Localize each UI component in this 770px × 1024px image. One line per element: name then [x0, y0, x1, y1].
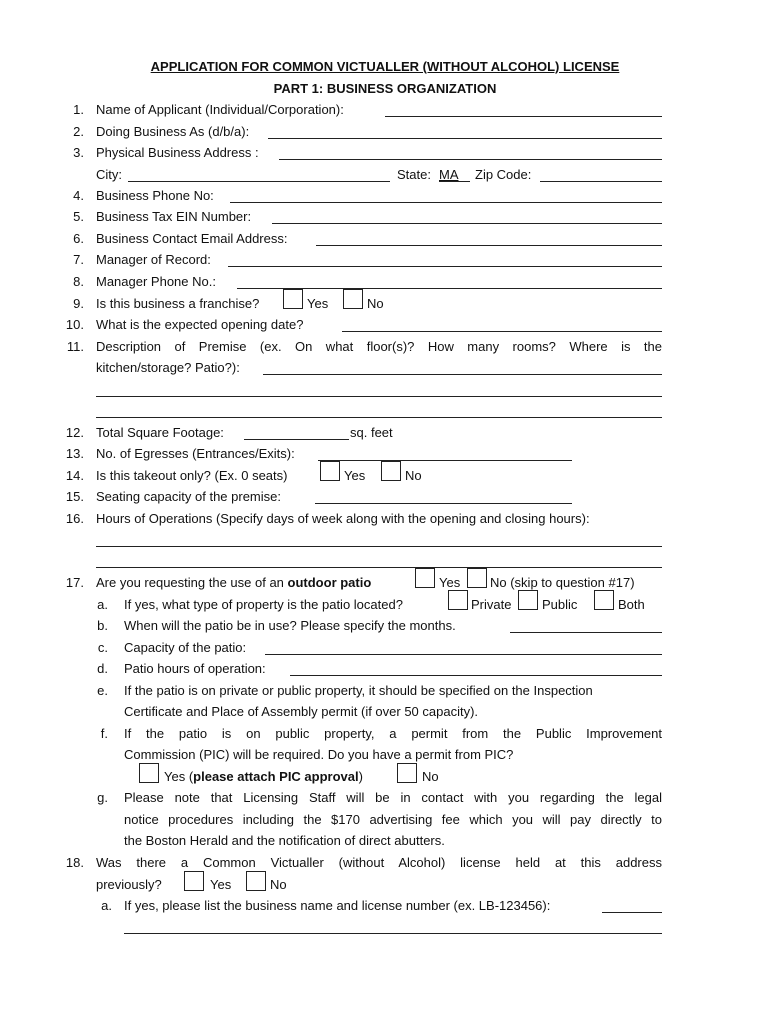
- q6-number: 6.: [73, 231, 84, 246]
- q17a-private-checkbox[interactable]: [448, 590, 468, 610]
- q5-number: 5.: [73, 209, 84, 224]
- q14-label: Is this takeout only? (Ex. 0 seats): [96, 468, 288, 483]
- q3-number: 3.: [73, 145, 84, 160]
- q17g-letter: g.: [97, 790, 108, 805]
- q2-number: 2.: [73, 124, 84, 139]
- q9-yes-checkbox[interactable]: [283, 289, 303, 309]
- q15-number: 15.: [65, 489, 84, 504]
- q9-no-label: No: [367, 296, 384, 311]
- q16-number: 16.: [65, 511, 84, 526]
- q17f-text-line2: Commission (PIC) will be required. Do you have a permit from PIC?: [124, 747, 514, 762]
- q17b-input-line[interactable]: [510, 632, 662, 633]
- q17a-private-label: Private: [471, 597, 512, 612]
- q17a-both-checkbox[interactable]: [594, 590, 614, 610]
- q16-input-line-1[interactable]: [96, 546, 662, 547]
- state-label: State:: [397, 167, 431, 182]
- q17g-text-line2: notice procedures including the $170 advertising fee which you will pay directly to: [124, 812, 662, 827]
- q4-number: 4.: [73, 188, 84, 203]
- q17f-letter: f.: [100, 726, 108, 741]
- q17c-input-line[interactable]: [265, 654, 662, 655]
- q3-label: Physical Business Address :: [96, 145, 259, 160]
- q16-label: Hours of Operations (Specify days of week along with the opening and closing hours):: [96, 511, 590, 526]
- q17a-both-label: Both: [618, 597, 645, 612]
- q14-yes-checkbox[interactable]: [320, 461, 340, 481]
- q18-label-line2: previously?: [96, 877, 162, 892]
- q11-number: 11.: [66, 339, 84, 354]
- q15-input-line[interactable]: [315, 503, 572, 504]
- q18a-label: If yes, please list the business name and license number (ex. LB-123456):: [124, 898, 551, 913]
- q5-input-line[interactable]: [272, 223, 662, 224]
- q17a-letter: a.: [97, 597, 108, 612]
- q17-number: 17.: [65, 575, 84, 590]
- q15-label: Seating capacity of the premise:: [96, 489, 281, 504]
- q17f-yes-label: Yes (please attach PIC approval): [164, 769, 363, 784]
- q9-label: Is this business a franchise?: [96, 296, 260, 311]
- q4-label: Business Phone No:: [96, 188, 214, 203]
- q14-number: 14.: [65, 468, 84, 483]
- q11-input-line-2[interactable]: [96, 396, 662, 397]
- q11-input-line-3[interactable]: [96, 417, 662, 418]
- q5-label: Business Tax EIN Number:: [96, 209, 252, 224]
- q18a-letter: a.: [101, 898, 112, 913]
- q17a-public-label: Public: [542, 597, 578, 612]
- q17f-text-line1: If the patio is on public property, a permit from the Public Improvement: [124, 726, 662, 741]
- q17d-letter: d.: [97, 661, 108, 676]
- q18-no-checkbox[interactable]: [246, 871, 266, 891]
- q18-yes-checkbox[interactable]: [184, 871, 204, 891]
- q1-input-line[interactable]: [385, 116, 662, 117]
- q6-label: Business Contact Email Address:: [96, 231, 288, 246]
- q9-number: 9.: [73, 296, 84, 311]
- q7-label: Manager of Record:: [96, 252, 211, 267]
- q14-yes-label: Yes: [344, 468, 366, 483]
- q17b-label: When will the patio be in use? Please specify the months.: [124, 618, 456, 633]
- q17-yes-label: Yes: [439, 575, 461, 590]
- q1-label: Name of Applicant (Individual/Corporation):: [96, 102, 344, 117]
- page-title: APPLICATION FOR COMMON VICTUALLER (WITHOUT ALCOHOL) LICENSE: [150, 59, 620, 74]
- q12-label: Total Square Footage:: [96, 425, 224, 440]
- q18-label-line1: Was there a Common Victualler (without Alcohol) license held at this address: [96, 855, 662, 870]
- q6-input-line[interactable]: [316, 245, 662, 246]
- q18-no-label: No: [270, 877, 287, 892]
- q7-number: 7.: [73, 252, 84, 267]
- q17-no-checkbox[interactable]: [467, 568, 487, 588]
- q17g-text-line3: the Boston Herald and the notification of direct abutters.: [124, 833, 445, 848]
- q14-no-label: No: [405, 468, 422, 483]
- q17a-label: If yes, what type of property is the patio located?: [124, 597, 403, 612]
- q18-number: 18.: [65, 855, 84, 870]
- zip-input-line[interactable]: [540, 181, 662, 182]
- q18a-input-line-2[interactable]: [124, 933, 662, 934]
- q4-input-line[interactable]: [230, 202, 662, 203]
- q8-label: Manager Phone No.:: [96, 274, 216, 289]
- q9-yes-label: Yes: [307, 296, 329, 311]
- city-input-line[interactable]: [128, 181, 390, 182]
- q17d-label: Patio hours of operation:: [124, 661, 266, 676]
- q16-input-line-2[interactable]: [96, 567, 662, 568]
- q13-label: No. of Egresses (Entrances/Exits):: [96, 446, 295, 461]
- q11-input-line-1[interactable]: [263, 374, 662, 375]
- q8-number: 8.: [73, 274, 84, 289]
- q10-label: What is the expected opening date?: [96, 317, 304, 332]
- q17g-text-line1: Please note that Licensing Staff will be in contact with you regarding the legal: [124, 790, 662, 805]
- q17f-no-checkbox[interactable]: [397, 763, 417, 783]
- q17c-letter: c.: [97, 640, 108, 655]
- q18-yes-label: Yes: [210, 877, 232, 892]
- q17-no-label: No (skip to question #17): [490, 575, 635, 590]
- q18a-input-line-1[interactable]: [602, 912, 662, 913]
- q13-input-line[interactable]: [318, 460, 572, 461]
- q10-number: 10.: [65, 317, 84, 332]
- q2-label: Doing Business As (d/b/a):: [96, 124, 250, 139]
- q17e-text-line1: If the patio is on private or public property, it should be specified on the Inspection: [124, 683, 593, 698]
- zip-label: Zip Code:: [475, 167, 532, 182]
- q7-input-line[interactable]: [228, 266, 662, 267]
- q11-label-line2: kitchen/storage? Patio?):: [96, 360, 240, 375]
- q12-number: 12.: [65, 425, 84, 440]
- q17-yes-checkbox[interactable]: [415, 568, 435, 588]
- q17b-letter: b.: [97, 618, 108, 633]
- q9-no-checkbox[interactable]: [343, 289, 363, 309]
- q3-input-line[interactable]: [279, 159, 662, 160]
- q13-number: 13.: [65, 446, 84, 461]
- q17e-text-line2: Certificate and Place of Assembly permit (if over 50 capacity).: [124, 704, 479, 719]
- q17a-public-checkbox[interactable]: [518, 590, 538, 610]
- q17-label: Are you requesting the use of an outdoor patio: [96, 575, 372, 590]
- part-heading: PART 1: BUSINESS ORGANIZATION: [273, 81, 497, 96]
- q17e-letter: e.: [97, 683, 108, 698]
- q17d-input-line[interactable]: [290, 675, 662, 676]
- q1-number: 1.: [73, 102, 84, 117]
- q17f-no-label: No: [422, 769, 439, 784]
- q10-input-line[interactable]: [342, 331, 662, 332]
- q11-label-line1: Description of Premise (ex. On what floor(s)? How many rooms? Where is the: [96, 339, 662, 354]
- q14-no-checkbox[interactable]: [381, 461, 401, 481]
- state-input-line[interactable]: [439, 181, 470, 182]
- q12-input-line[interactable]: [244, 439, 349, 440]
- q12-unit: sq. feet: [350, 425, 393, 440]
- q17f-yes-checkbox[interactable]: [139, 763, 159, 783]
- q17c-label: Capacity of the patio:: [124, 640, 247, 655]
- state-value: MA: [439, 167, 459, 182]
- city-label: City:: [96, 167, 122, 182]
- q2-input-line[interactable]: [268, 138, 662, 139]
